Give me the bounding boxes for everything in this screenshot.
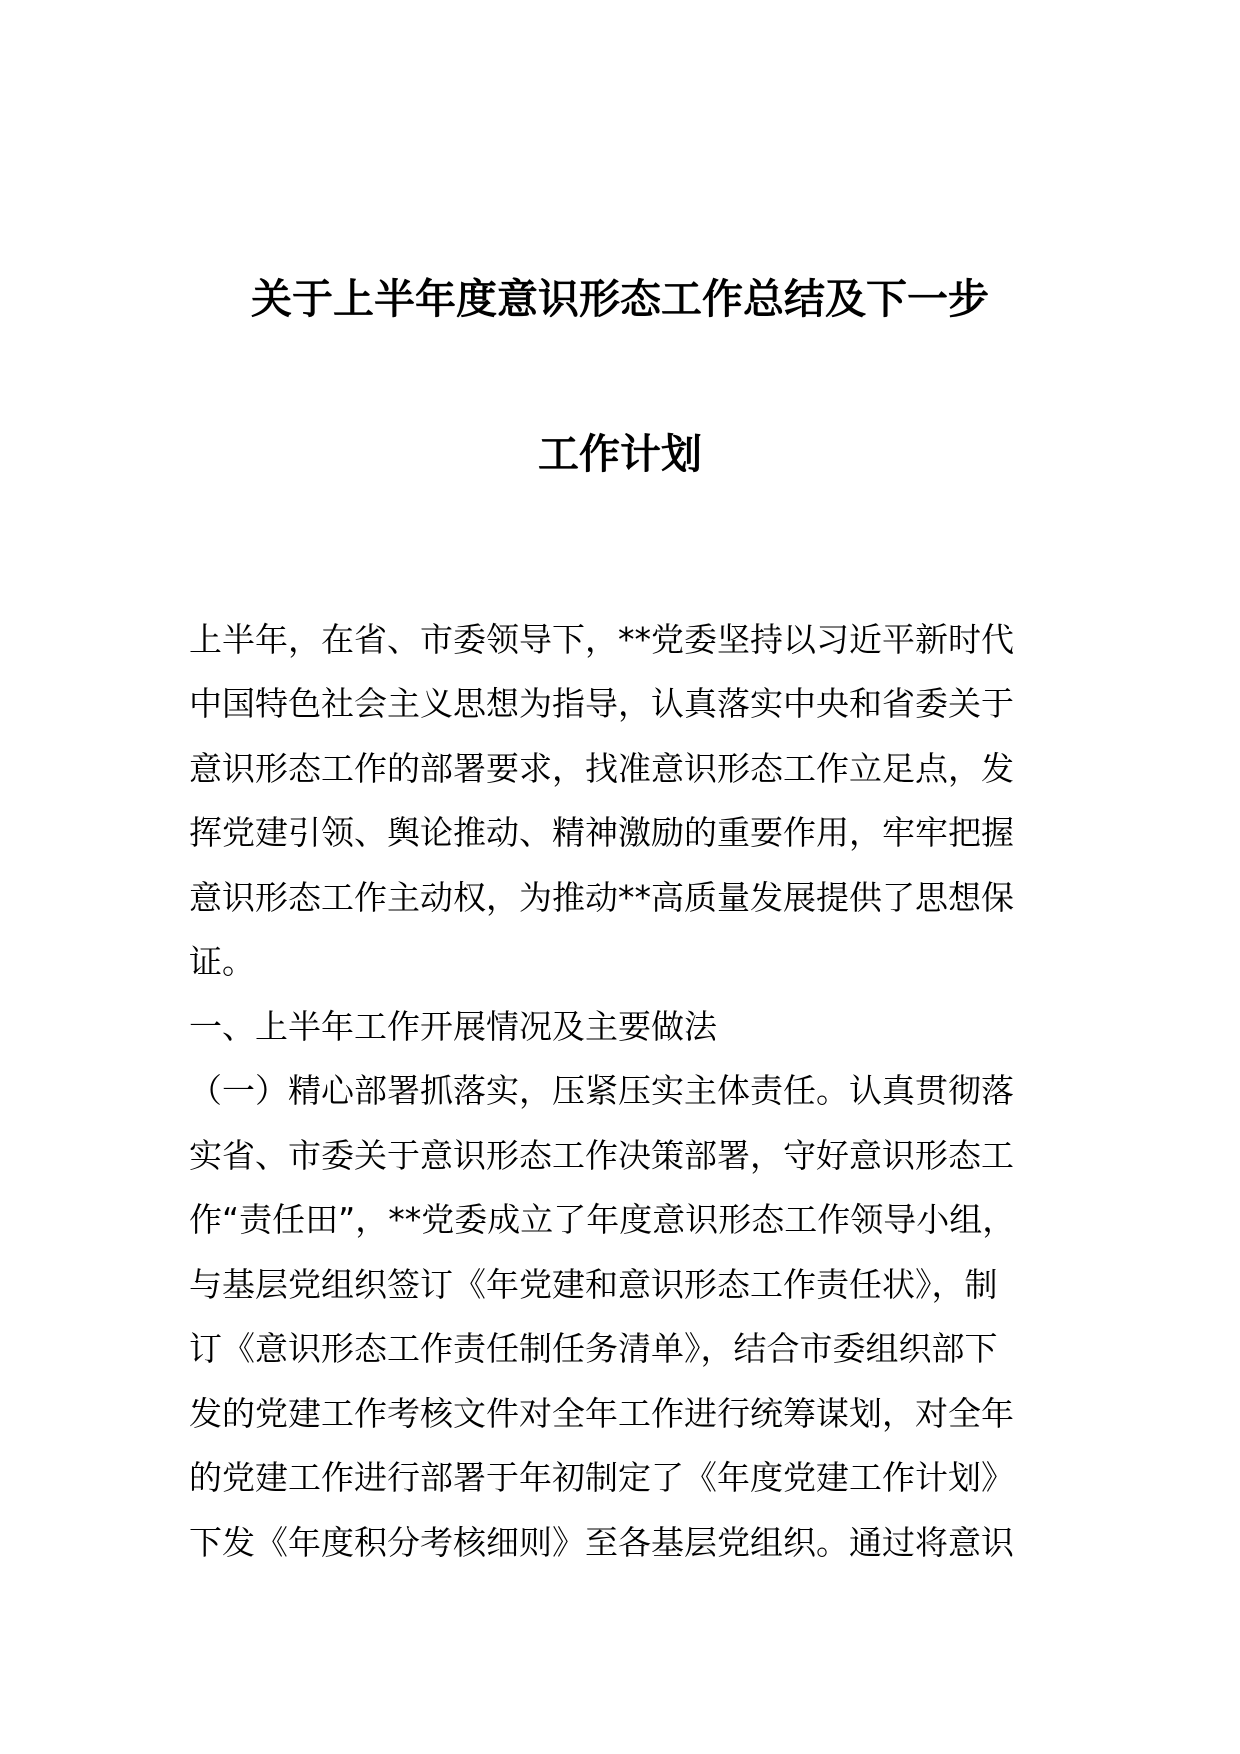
body-line: 发的党建工作考核文件对全年工作进行统筹谋划，对全年: [189, 1394, 1014, 1433]
body-line: 意识形态工作主动权，为推动**高质量发展提供了思想保: [189, 878, 1014, 917]
body-line: 挥党建引领、舆论推动、精神激励的重要作用，牢牢把握: [189, 813, 1014, 852]
body-line: 订《意识形态工作责任制任务清单》，结合市委组织部下: [189, 1329, 998, 1368]
body-line: 上半年，在省、市委领导下，**党委坚持以习近平新时代: [189, 620, 1014, 659]
body-line: 的党建工作进行部署于年初制定了《年度党建工作计划》: [189, 1458, 1014, 1497]
body-line: 证。: [189, 942, 255, 981]
body-line: 意识形态工作的部署要求，找准意识形态工作立足点，发: [189, 749, 1014, 788]
body-line: 作“责任田”，**党委成立了年度意识形态工作领导小组，: [189, 1200, 1016, 1239]
body-line: 中国特色社会主义思想为指导，认真落实中央和省委关于: [189, 684, 1014, 723]
body-line: （一）精心部署抓落实，压紧压实主体责任。认真贯彻落: [189, 1071, 1014, 1110]
body-line: 下发《年度积分考核细则》至各基层党组织。通过将意识: [189, 1523, 1014, 1562]
body-line: 与基层党组织签订《年党建和意识形态工作责任状》，制: [189, 1265, 998, 1304]
section-heading: 一、上半年工作开展情况及主要做法: [189, 1007, 717, 1046]
document-title-line-1: 关于上半年度意识形态工作总结及下一步: [251, 275, 989, 323]
document-title-line-2: 工作计划: [538, 430, 702, 478]
body-line: 实省、市委关于意识形态工作决策部署，守好意识形态工: [189, 1136, 1014, 1175]
